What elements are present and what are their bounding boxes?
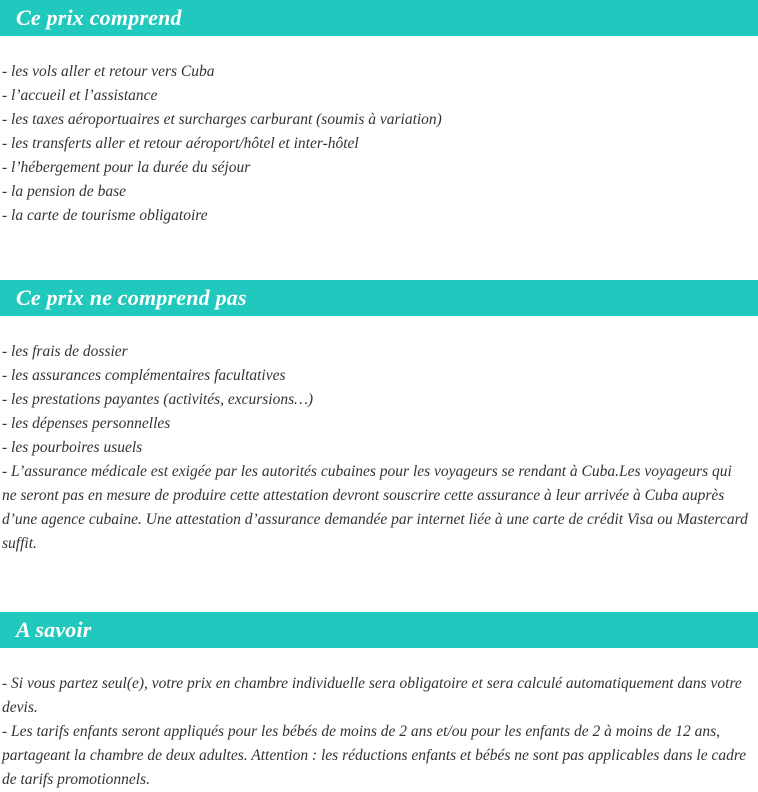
section-body-excluded [0,340,758,556]
spacer [0,648,758,672]
section-excluded [0,280,758,556]
list-item: - les dépenses personnelles [2,415,171,432]
paragraph-insurance: - L’assurance médicale est exigée par les autorités cubaines pour les voyageurs se rendant à Cuba.Les voyageurs qui ne seront pas en mesure de produire cette attestation devront souscrire cette assurance à leur arrivée à Cuba auprès d’une agence cubaine. Une attestation d’assurance demandée par internet liée à une carte de crédit Visa ou Mastercard suffit. [2,463,748,552]
list-item: - la pension de base [2,183,126,200]
list-item: - les vols aller et retour vers Cuba [2,63,215,80]
section-title-included: Ce prix comprend [0,0,758,36]
list-item: - la carte de tourisme obligatoire [2,207,208,224]
section-title-good-to-know: A savoir [0,612,758,648]
section-included [0,0,758,228]
list-item: - les prestations payantes (activités, excursions…) [2,391,314,408]
list-item: - les assurances complémentaires facultatives [2,367,286,384]
section-good-to-know [0,612,758,792]
paragraph-child-rates: - Les tarifs enfants seront appliqués pour les bébés de moins de 2 ans et/ou pour les enfants de 2 à moins de 12 ans, partageant la chambre de deux adultes. Attention : les réductions enfants et bébés ne sont pas applicables dans le cadre de tarifs promotionnels. [2,723,747,788]
list-item: - les pourboires usuels [2,439,143,456]
list-item: - les taxes aéroportuaires et surcharges carburant (soumis à variation) [2,111,442,128]
spacer [0,228,758,280]
section-title-excluded: Ce prix ne comprend pas [0,280,758,316]
paragraph-single-room: - Si vous partez seul(e), votre prix en chambre individuelle sera obligatoire et sera calculé automatiquement dans votre devis. [2,675,742,716]
section-body-included [0,60,758,228]
list-item: - les transferts aller et retour aéroport/hôtel et inter-hôtel [2,135,359,152]
list-item: - les frais de dossier [2,343,128,360]
spacer [0,36,758,60]
list-item: - l’accueil et l’assistance [2,87,158,104]
spacer [0,556,758,612]
spacer [0,316,758,340]
list-item: - l’hébergement pour la durée du séjour [2,159,251,176]
section-body-good-to-know [0,672,758,792]
